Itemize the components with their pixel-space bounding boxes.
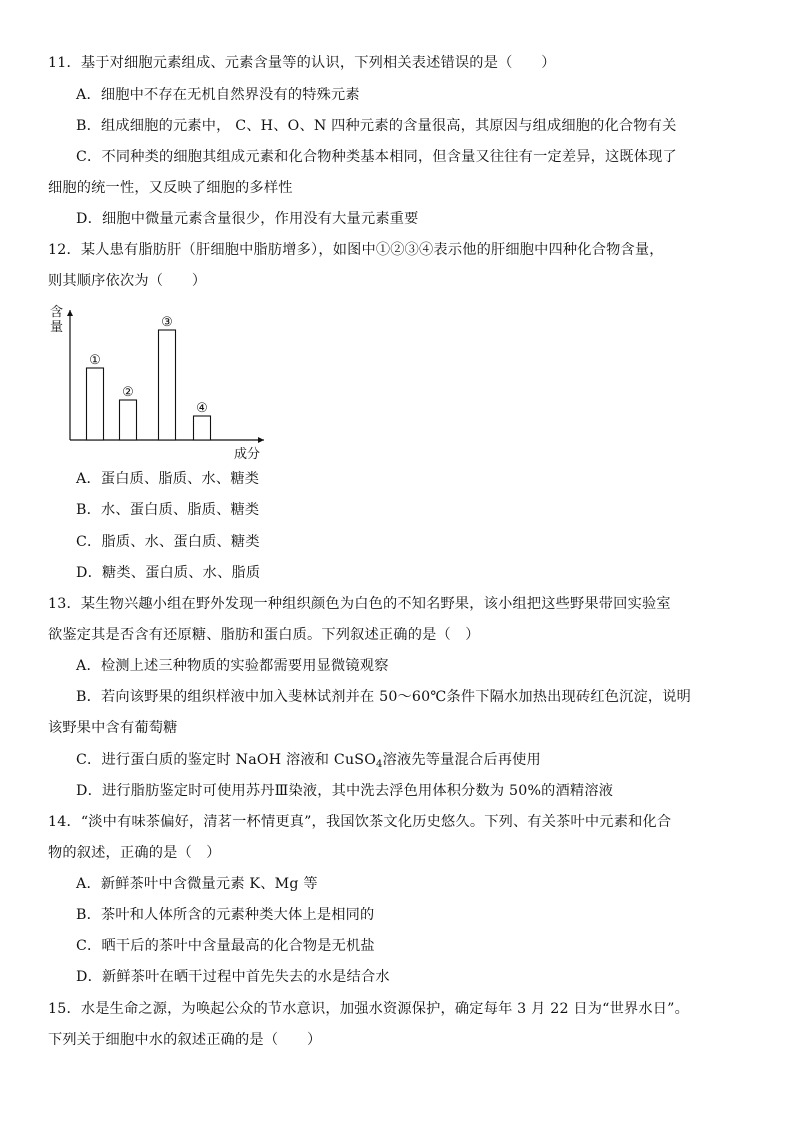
- q14-option-d[interactable]: D．新鲜茶叶在晒干过程中首先失去的水是结合水: [76, 969, 390, 985]
- q14-stem-cont: 物的叙述，正确的是（ ）: [48, 845, 221, 861]
- q13-stem-cont: 欲鉴定其是否含有还原糖、脂肪和蛋白质。下列叙述正确的是（ ）: [48, 627, 480, 643]
- bar-label-4: ④: [196, 401, 208, 416]
- q11-option-d[interactable]: D．细胞中微量元素含量很少，作用没有大量元素重要: [76, 211, 419, 227]
- bar-1: [87, 368, 104, 440]
- q13-option-d[interactable]: D．进行脂肪鉴定时可使用苏丹Ⅲ染液，其中洗去浮色用体积分数为 50%的酒精溶液: [76, 783, 614, 799]
- y-axis-label-char: 含: [50, 305, 64, 320]
- q13-option-c-tail: 溶液先等量混合后再使用: [382, 752, 541, 768]
- bar-label-2: ②: [122, 385, 134, 400]
- y-axis-arrow: [67, 310, 73, 316]
- q14-option-c[interactable]: C．晒干后的茶叶中含量最高的化合物是无机盐: [76, 938, 375, 954]
- q14-stem: 14．“淡中有味茶偏好，清茗一杯情更真”，我国饮茶文化历史悠久。下列、有关茶叶中元素和化合: [48, 814, 672, 830]
- q11-option-c-cont: 细胞的统一性，又反映了细胞的多样性: [48, 180, 293, 196]
- q11-stem: 11．基于对细胞元素组成、元素含量等的认识，下列相关表述错误的是（ ）: [48, 55, 556, 71]
- q15-stem-cont: 下列关于细胞中水的叙述正确的是（ ）: [48, 1032, 322, 1048]
- q12-option-d[interactable]: D．糖类、蛋白质、水、脂质: [76, 565, 261, 581]
- q13-stem: 13．某生物兴趣小组在野外发现一种组织颜色为白色的不知名野果，该小组把这些野果带回实验室: [48, 596, 671, 612]
- bar-label-3: ③: [161, 315, 173, 330]
- q13-option-b[interactable]: B．若向该野果的组织样液中加入斐林试剂并在 50～60℃条件下隔水加热出现砖红色沉淀，说明: [76, 689, 692, 705]
- q13-option-c[interactable]: [76, 750, 541, 775]
- q12-option-c[interactable]: C．脂质、水、蛋白质、糖类: [76, 534, 260, 550]
- q13-option-b-cont: 该野果中含有葡萄糖: [48, 720, 178, 736]
- bar-4: [194, 416, 211, 440]
- q13-option-c-subscript: 4: [376, 759, 383, 770]
- compound-content-bar-chart: [44, 300, 274, 462]
- q11-option-b[interactable]: B．组成细胞的元素中， C、H、O、N 四种元素的含量很高，其原因与组成细胞的化合物有关: [76, 118, 677, 134]
- q13-option-c-text: C．进行蛋白质的鉴定时 NaOH 溶液和 CuSO: [76, 752, 377, 768]
- y-axis-label-char: 量: [50, 320, 64, 335]
- q11-option-c[interactable]: C．不同种类的细胞其组成元素和化合物种类基本相同，但含量又往往有一定差异，这既体现了: [76, 149, 677, 165]
- x-axis-arrow: [258, 437, 264, 443]
- bar-2: [120, 400, 137, 440]
- x-axis-label: 成分: [234, 447, 261, 462]
- q13-option-a[interactable]: A．检测上述三种物质的实验都需要用显微镜观察: [76, 658, 389, 674]
- q15-stem: 15．水是生命之源，为唤起公众的节水意识，加强水资源保护，确定每年 3 月 22 日为“世界水日”。: [48, 1001, 689, 1017]
- q12-option-b[interactable]: B．水、蛋白质、脂质、糖类: [76, 502, 260, 518]
- q11-option-a[interactable]: A．细胞中不存在无机自然界没有的特殊元素: [76, 87, 360, 103]
- bar-3: [159, 330, 176, 440]
- q14-option-b[interactable]: B．茶叶和人体所含的元素种类大体上是相同的: [76, 907, 375, 923]
- q14-option-a[interactable]: A．新鲜茶叶中含微量元素 K、Mg 等: [76, 876, 318, 892]
- q12-stem: 12．某人患有脂肪肝（肝细胞中脂肪增多），如图中①②③④表示他的肝细胞中四种化合物含量，: [48, 242, 664, 258]
- q12-option-a[interactable]: A．蛋白质、脂质、水、糖类: [76, 471, 260, 487]
- q12-stem-cont: 则其顺序依次为（ ）: [48, 273, 207, 289]
- bar-label-1: ①: [89, 353, 101, 368]
